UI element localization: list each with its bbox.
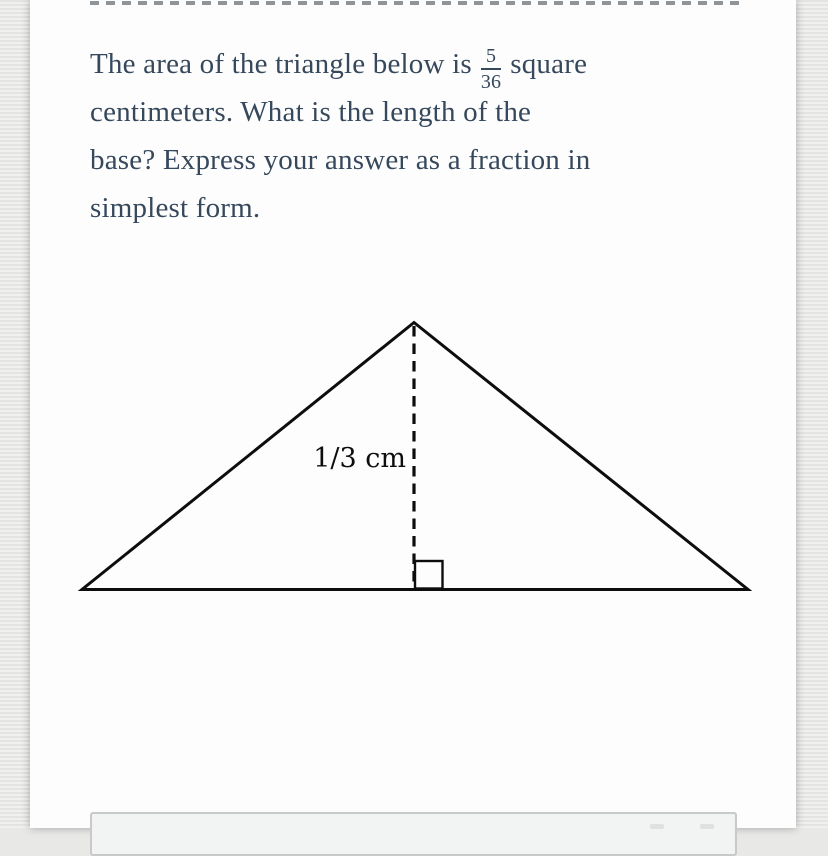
question-line-1-after: square [510,48,588,80]
question-line-3: base? Express your answer as a fraction in [90,144,591,176]
fraction-denominator: 36 [480,71,502,93]
fraction-numerator: 5 [481,45,501,70]
question-line-4: simplest form. [90,192,261,224]
answer-box-button-remnant [650,824,664,829]
question-line-1-before: The area of the triangle below is [90,48,472,80]
answer-input-box[interactable] [90,812,737,856]
question-line-2: centimeters. What is the length of the [90,96,532,128]
height-label: 1/3 cm [313,443,406,474]
right-angle-marker [415,561,443,589]
answer-box-button-remnant [700,824,714,829]
